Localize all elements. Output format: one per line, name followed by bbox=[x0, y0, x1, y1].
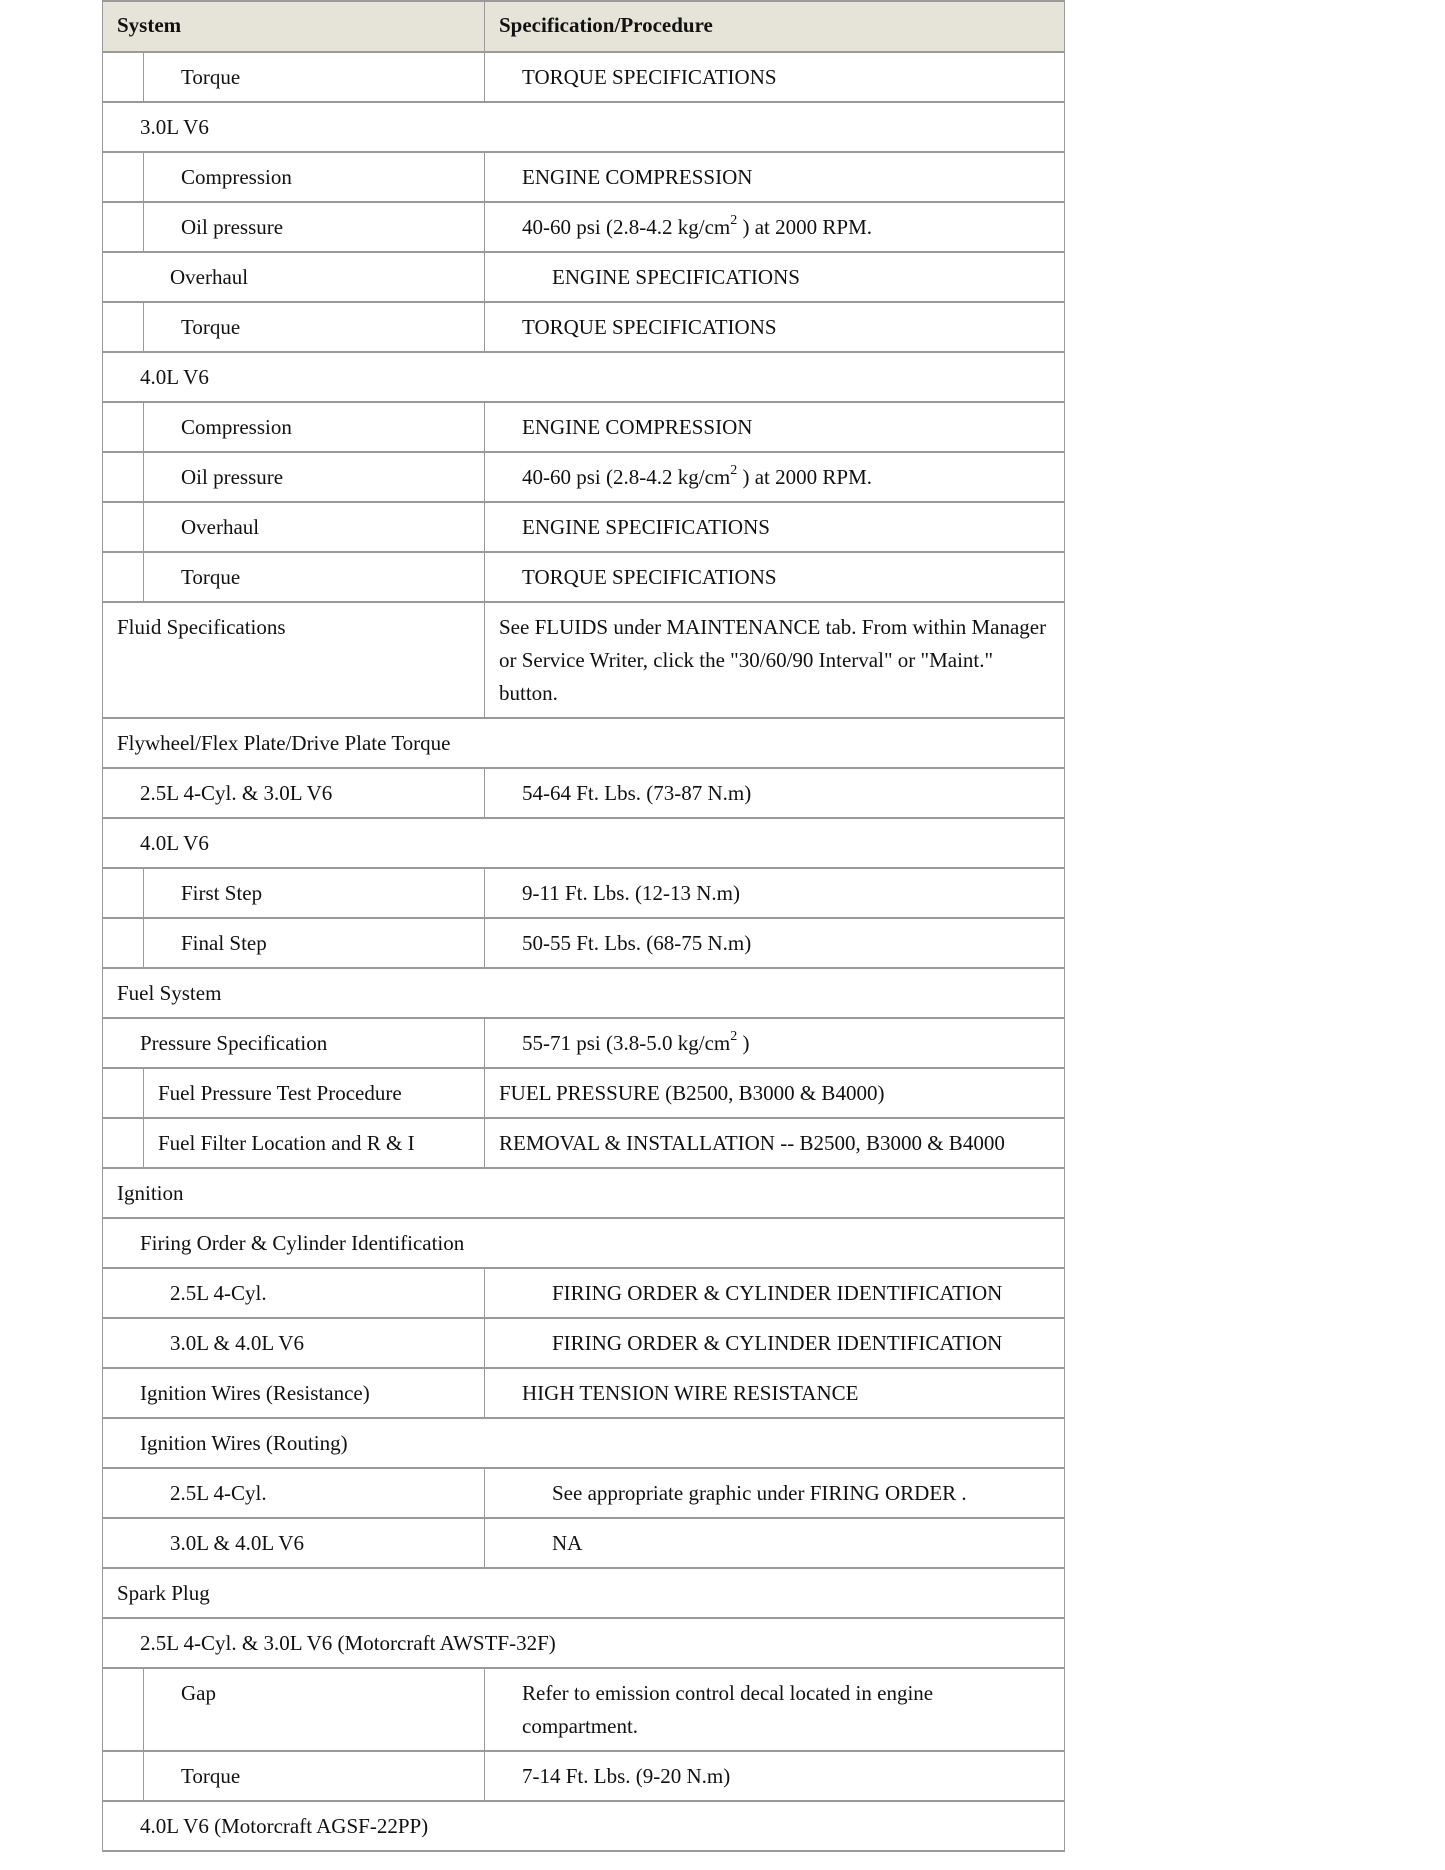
system-cell bbox=[103, 1369, 485, 1417]
spec-cell bbox=[485, 869, 1064, 917]
group-row bbox=[103, 1219, 1064, 1269]
system-cell bbox=[103, 1469, 485, 1517]
spec-value-suffix: ) at 2000 RPM. bbox=[737, 215, 872, 239]
spec-value: ENGINE SPECIFICATIONS bbox=[522, 515, 770, 539]
spec-value: 40-60 psi (2.8-4.2 kg/cm bbox=[522, 465, 731, 489]
spec-cell bbox=[485, 1019, 1064, 1067]
system-label: Pressure Specification bbox=[140, 1031, 328, 1055]
indent-stub bbox=[103, 1069, 144, 1117]
system-label: First Step bbox=[181, 881, 263, 905]
system-label: Oil pressure bbox=[181, 215, 284, 239]
spec-value: Refer to emission control decal located in engine compartment. bbox=[522, 1681, 934, 1738]
group-row bbox=[103, 819, 1064, 869]
table-row bbox=[103, 603, 1064, 719]
group-label: 4.0L V6 bbox=[140, 365, 209, 389]
table-body bbox=[103, 53, 1064, 1852]
system-label: 2.5L 4-Cyl. bbox=[170, 1481, 267, 1505]
system-label: Overhaul bbox=[170, 265, 249, 289]
table-row bbox=[103, 303, 1064, 353]
system-label: Final Step bbox=[181, 931, 267, 955]
system-label: Oil pressure bbox=[181, 465, 284, 489]
indent-stub bbox=[103, 403, 144, 451]
indent-stub bbox=[103, 1752, 144, 1800]
system-label: Torque bbox=[181, 65, 241, 89]
spec-value: ENGINE COMPRESSION bbox=[522, 165, 753, 189]
system-label: Overhaul bbox=[181, 515, 260, 539]
system-label: Fluid Specifications bbox=[117, 615, 286, 639]
group-row bbox=[103, 1569, 1064, 1619]
spec-cell bbox=[485, 603, 1064, 717]
table-row bbox=[103, 1069, 1064, 1119]
group-row bbox=[103, 1419, 1064, 1469]
group-label: Ignition Wires (Routing) bbox=[140, 1431, 348, 1455]
table-row bbox=[103, 1669, 1064, 1752]
spec-value: NA bbox=[552, 1531, 583, 1555]
group-row bbox=[103, 1802, 1064, 1852]
group-label: 3.0L V6 bbox=[140, 115, 209, 139]
system-cell bbox=[103, 153, 485, 201]
table-row bbox=[103, 253, 1064, 303]
system-label: Fuel Filter Location and R & I bbox=[158, 1131, 415, 1155]
system-label: Gap bbox=[181, 1681, 216, 1705]
table-row bbox=[103, 503, 1064, 553]
superscript: 2 bbox=[730, 463, 738, 478]
system-cell bbox=[103, 1519, 485, 1567]
spec-value: 7-14 Ft. Lbs. (9-20 N.m) bbox=[522, 1764, 731, 1788]
system-label: 3.0L & 4.0L V6 bbox=[170, 1531, 304, 1555]
table-row bbox=[103, 1119, 1064, 1169]
spec-value-suffix: ) at 2000 RPM. bbox=[737, 465, 872, 489]
spec-value: 54-64 Ft. Lbs. (73-87 N.m) bbox=[522, 781, 752, 805]
system-label: Torque bbox=[181, 315, 241, 339]
table-row bbox=[103, 1752, 1064, 1802]
group-label: Ignition bbox=[117, 1181, 184, 1205]
group-label: Flywheel/Flex Plate/Drive Plate Torque bbox=[117, 731, 451, 755]
group-label: 4.0L V6 bbox=[140, 831, 209, 855]
spec-cell bbox=[485, 769, 1064, 817]
table-row bbox=[103, 203, 1064, 253]
spec-value: TORQUE SPECIFICATIONS bbox=[522, 565, 777, 589]
spec-column-header: Specification/Procedure bbox=[499, 13, 713, 37]
spec-cell bbox=[485, 1269, 1064, 1317]
superscript: 2 bbox=[730, 213, 738, 228]
spec-cell bbox=[485, 253, 1064, 301]
spec-cell bbox=[485, 919, 1064, 967]
spec-value: FUEL PRESSURE (B2500, B3000 & B4000) bbox=[499, 1081, 885, 1105]
system-label: Compression bbox=[181, 415, 292, 439]
indent-stub bbox=[103, 1119, 144, 1167]
table-header bbox=[103, 2, 1064, 53]
spec-value-suffix: ) bbox=[737, 1031, 750, 1055]
system-label: 2.5L 4-Cyl. bbox=[170, 1281, 267, 1305]
spec-cell bbox=[485, 53, 1064, 101]
system-label: Fuel Pressure Test Procedure bbox=[158, 1081, 402, 1105]
spec-value: ENGINE COMPRESSION bbox=[522, 415, 753, 439]
spec-value: REMOVAL & INSTALLATION -- B2500, B3000 & B4000 bbox=[499, 1131, 1005, 1155]
system-cell bbox=[103, 1119, 485, 1167]
table-row bbox=[103, 1469, 1064, 1519]
group-row bbox=[103, 353, 1064, 403]
system-cell bbox=[103, 869, 485, 917]
spec-cell bbox=[485, 303, 1064, 351]
system-cell bbox=[103, 203, 485, 251]
spec-value: HIGH TENSION WIRE RESISTANCE bbox=[522, 1381, 859, 1405]
table-row bbox=[103, 453, 1064, 503]
spec-cell bbox=[485, 1319, 1064, 1367]
spec-value: See FLUIDS under MAINTENANCE tab. From within Manager or Service Writer, click the "30/60/90 Interval" or "Maint." button. bbox=[499, 615, 1047, 705]
indent-stub bbox=[103, 919, 144, 967]
system-cell bbox=[103, 1069, 485, 1117]
spec-cell bbox=[485, 503, 1064, 551]
spec-value: 50-55 Ft. Lbs. (68-75 N.m) bbox=[522, 931, 752, 955]
table-row bbox=[103, 1019, 1064, 1069]
system-cell bbox=[103, 1319, 485, 1367]
spec-value: 40-60 psi (2.8-4.2 kg/cm bbox=[522, 215, 731, 239]
system-label: Compression bbox=[181, 165, 292, 189]
system-cell bbox=[103, 553, 485, 601]
system-cell bbox=[103, 919, 485, 967]
spec-cell bbox=[485, 1069, 1064, 1117]
spec-cell bbox=[485, 1669, 1064, 1750]
group-row bbox=[103, 103, 1064, 153]
spec-value: 55-71 psi (3.8-5.0 kg/cm bbox=[522, 1031, 731, 1055]
table-row bbox=[103, 919, 1064, 969]
system-cell bbox=[103, 453, 485, 501]
system-cell bbox=[103, 1669, 485, 1750]
indent-stub bbox=[103, 153, 144, 201]
system-cell bbox=[103, 603, 485, 717]
spec-cell bbox=[485, 403, 1064, 451]
spec-cell bbox=[485, 1752, 1064, 1800]
system-label: 3.0L & 4.0L V6 bbox=[170, 1331, 304, 1355]
spec-value: FIRING ORDER & CYLINDER IDENTIFICATION bbox=[552, 1281, 1003, 1305]
spec-value: TORQUE SPECIFICATIONS bbox=[522, 65, 777, 89]
group-label: Spark Plug bbox=[117, 1581, 210, 1605]
indent-stub bbox=[103, 53, 144, 101]
spec-cell bbox=[485, 553, 1064, 601]
table-row bbox=[103, 1319, 1064, 1369]
system-cell bbox=[103, 303, 485, 351]
group-row bbox=[103, 1619, 1064, 1669]
table-row bbox=[103, 1369, 1064, 1419]
spec-value: See appropriate graphic under FIRING ORDER . bbox=[552, 1481, 967, 1505]
spec-cell bbox=[485, 153, 1064, 201]
table-row bbox=[103, 1269, 1064, 1319]
table-row bbox=[103, 153, 1064, 203]
indent-stub bbox=[103, 869, 144, 917]
spec-value: ENGINE SPECIFICATIONS bbox=[552, 265, 800, 289]
indent-stub bbox=[103, 1669, 144, 1750]
system-cell bbox=[103, 403, 485, 451]
spec-value: 9-11 Ft. Lbs. (12-13 N.m) bbox=[522, 881, 740, 905]
group-label: 2.5L 4-Cyl. & 3.0L V6 (Motorcraft AWSTF-32F) bbox=[140, 1631, 556, 1655]
system-cell bbox=[103, 503, 485, 551]
table-row bbox=[103, 553, 1064, 603]
spec-table bbox=[102, 0, 1065, 1852]
indent-stub bbox=[103, 203, 144, 251]
spec-value: FIRING ORDER & CYLINDER IDENTIFICATION bbox=[552, 1331, 1003, 1355]
group-row bbox=[103, 719, 1064, 769]
system-cell bbox=[103, 1019, 485, 1067]
table-row bbox=[103, 1519, 1064, 1569]
system-label: Torque bbox=[181, 565, 241, 589]
system-label: Ignition Wires (Resistance) bbox=[140, 1381, 370, 1405]
table-row bbox=[103, 403, 1064, 453]
table-row bbox=[103, 53, 1064, 103]
table-row bbox=[103, 869, 1064, 919]
system-label: 2.5L 4-Cyl. & 3.0L V6 bbox=[140, 781, 333, 805]
system-column-header: System bbox=[117, 13, 182, 37]
system-cell bbox=[103, 253, 485, 301]
group-row bbox=[103, 1169, 1064, 1219]
group-row bbox=[103, 969, 1064, 1019]
superscript: 2 bbox=[730, 1029, 738, 1044]
system-cell bbox=[103, 1269, 485, 1317]
system-cell bbox=[103, 53, 485, 101]
group-label: Firing Order & Cylinder Identification bbox=[140, 1231, 465, 1255]
system-cell bbox=[103, 1752, 485, 1800]
indent-stub bbox=[103, 303, 144, 351]
spec-cell bbox=[485, 1369, 1064, 1417]
group-label: 4.0L V6 (Motorcraft AGSF-22PP) bbox=[140, 1814, 429, 1838]
group-label: Fuel System bbox=[117, 981, 222, 1005]
spec-cell bbox=[485, 203, 1064, 251]
system-cell bbox=[103, 769, 485, 817]
indent-stub bbox=[103, 453, 144, 501]
spec-cell bbox=[485, 1519, 1064, 1567]
spec-value: TORQUE SPECIFICATIONS bbox=[522, 315, 777, 339]
indent-stub bbox=[103, 503, 144, 551]
table-row bbox=[103, 769, 1064, 819]
spec-cell bbox=[485, 453, 1064, 501]
system-label: Torque bbox=[181, 1764, 241, 1788]
indent-stub bbox=[103, 553, 144, 601]
spec-cell bbox=[485, 1119, 1064, 1167]
spec-cell bbox=[485, 1469, 1064, 1517]
